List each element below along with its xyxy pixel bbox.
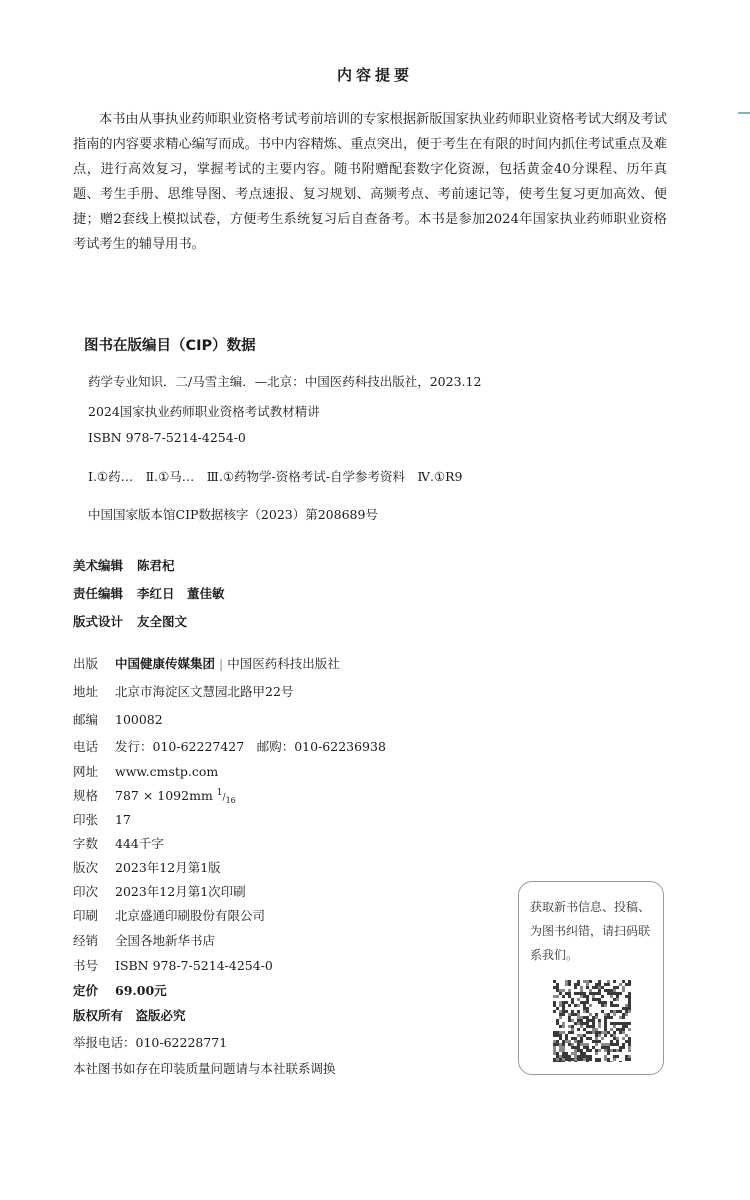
info-label: 网址 [73,764,99,779]
info-label: 版次 [73,860,99,875]
qr-caption: 获取新书信息、投稿、为图书纠错，请扫码联系我们。 [530,900,651,962]
info-label: 印刷 [73,908,99,923]
info-publisher [73,654,340,672]
fraction-numerator: 1 [216,788,223,798]
info-website [73,762,218,780]
info-value: 全国各地新华书店 [115,933,216,948]
summary-body: 本书由从事执业药师职业资格考试考前培训的专家根据新版国家执业药师职业资格考试大纲及考试指南的内容要求精心编写而成。书中内容精炼、重点突出，便于考生在有限的时间内抓住考试重点及难点，进行高效复习，掌握考试的主要内容。随书附赠配套数字化资源，包括黄金40分课程、历年真题、考生手册、思维导图、考点速报、复习规划、高频考点、考前速记等，使考生复习更加高效、便捷；赠2套线上模拟试卷，方便考生系统复习后自查备考。本书是参加2024年国家执业药师职业资格考试考生的辅导用书。 [73,112,667,252]
report-phone: 举报电话：010-62228771 [73,1035,228,1050]
info-word-count [73,834,164,852]
staff-value: 李红日 董佳敏 [137,586,225,601]
info-label: 规格 [73,788,99,803]
info-edition [73,858,221,876]
info-distributor [73,931,215,949]
info-value: 100082 [115,712,163,727]
format-fraction: $^1/_{16}$ [216,788,236,805]
info-label: 邮编 [73,712,99,727]
edge-decoration-line [738,112,750,114]
info-sheets [73,810,131,828]
summary-title: 内容提要 [336,66,413,84]
cip-line: ISBN 978-7-5214-4254-0 [88,430,246,445]
info-printing [73,882,246,900]
staff-value: 友全图文 [137,614,188,629]
fraction-denominator: 16 [225,796,236,805]
info-label: 印次 [73,884,99,899]
staff-label: 责任编辑 [73,586,124,601]
staff-row-layout-design [73,612,187,630]
info-value: 北京盛通印刷股份有限公司 [115,908,266,923]
info-postcode [73,710,163,728]
info-printer [73,906,265,924]
info-address [73,682,293,700]
info-label: 出版 [73,656,99,671]
info-value: 发行：010-62227427 邮购：010-62236938 [115,739,386,754]
publisher-name: 中国医药科技出版社 [227,656,340,671]
info-value: 444千字 [115,836,164,851]
info-label: 定价 [73,983,99,998]
info-label: 地址 [73,684,99,699]
cip-line: 中国国家版本馆CIP数据核字（2023）第208689号 [88,507,378,522]
copyright-notice: 版权所有 盗版必究 [73,1008,186,1023]
info-phone [73,737,386,755]
info-price [73,981,167,999]
info-value: 17 [115,812,131,827]
qr-code-icon[interactable] [553,980,631,1062]
info-label: 字数 [73,836,99,851]
info-label: 电话 [73,739,99,754]
info-label: 印张 [73,812,99,827]
cip-line: 药学专业知识．二/马雪主编．—北京：中国医药科技出版社，2023.12 [88,374,482,389]
staff-label: 美术编辑 [73,558,124,573]
info-value: 69.00元 [115,983,167,998]
quality-notice: 本社图书如存在印装质量问题请与本社联系调换 [73,1061,336,1076]
staff-row-art-editor [73,556,175,574]
info-value: 2023年12月第1次印刷 [115,884,246,899]
info-value: 北京市海淀区文慧园北路甲22号 [115,684,294,699]
info-label: 经销 [73,933,99,948]
staff-label: 版式设计 [73,614,124,629]
info-spec [73,786,236,805]
info-value: 787 × 1092mm [115,788,213,803]
separator: | [219,656,224,671]
cip-line: 2024国家执业药师职业资格考试教材精讲 [88,404,320,419]
publisher-group: 中国健康传媒集团 [115,656,216,671]
website-link[interactable]: www.cmstp.com [115,764,219,779]
info-isbn [73,956,273,974]
info-value: 2023年12月第1版 [115,860,221,875]
staff-value: 陈君杞 [137,558,175,573]
staff-row-responsible-editor [73,584,225,602]
info-value: ISBN 978-7-5214-4254-0 [115,958,273,973]
cip-line: Ⅰ.①药… Ⅱ.①马… Ⅲ.①药物学-资格考试-自学参考资料 Ⅳ.①R9 [88,469,463,484]
cip-title: 图书在版编目（CIP）数据 [84,338,256,354]
info-label: 书号 [73,958,99,973]
